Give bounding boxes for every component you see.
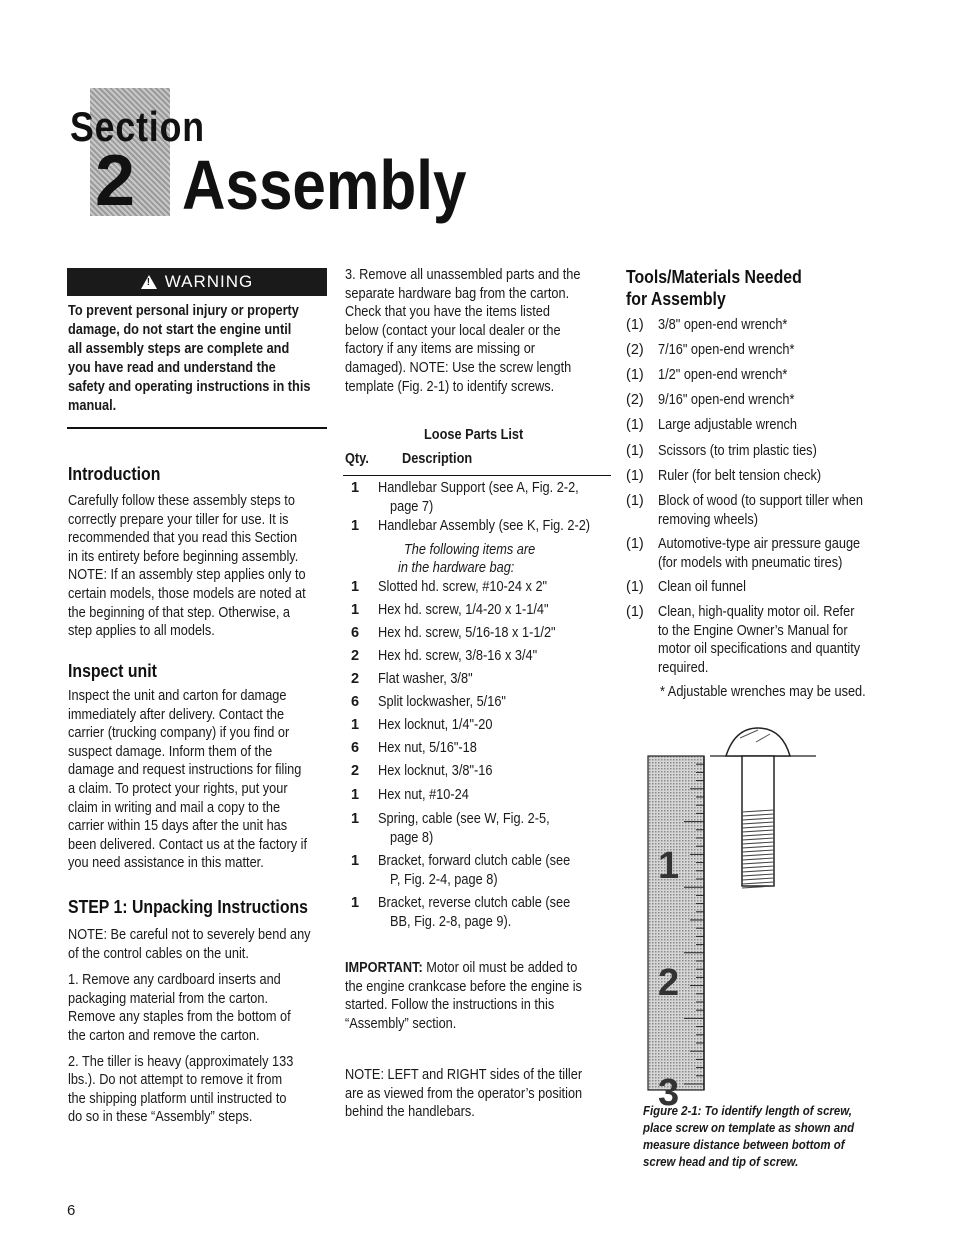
item-description [378,601,572,620]
caption-line: measure distance between bottom of [643,1137,845,1152]
text-line: claim in writing and mail a copy to the [68,799,281,816]
qty-column-header [345,451,372,467]
item-qty: 1 [351,717,360,733]
tool-qty: (1) [626,536,644,552]
item-qty: 2 [351,763,360,779]
item-qty: 6 [351,740,360,756]
text-line: correctly prepare your tiller for use. It is [68,511,289,528]
tool-name: Clean, high-quality motor oil. Refer [658,604,855,620]
qty-header-text: Qty. [345,451,369,467]
tool-qty: (1) [626,317,644,333]
warning-divider [67,427,327,429]
text-line: step applies to all models. [68,623,215,640]
step1-section [68,896,333,1127]
text-line: Hex nut, #10-24 [378,787,469,803]
item-qty: 6 [351,694,360,710]
item-qty: 1 [351,480,360,496]
tool-name: (for models with pneumatic tires) [658,554,843,571]
tool-qty: (1) [626,417,644,433]
text-line: Split lockwasher, 5/16" [378,694,506,710]
tool-name: 9/16" open-end wrench* [658,392,795,408]
tool-qty: (2) [626,342,644,358]
tool-qty: (1) [626,367,644,383]
text-line: Inspect the unit and carton for damage [68,688,287,704]
footnote-text: * Adjustable wrenches may be used. [660,684,866,700]
item-description [378,739,490,758]
text-line: Bracket, forward clutch cable (see [378,853,571,869]
item-description [378,852,596,889]
tools-heading-line: for Assembly [626,289,726,309]
warning-line: safety and operating instructions in this [68,379,311,395]
text-line: below (contact your local dealer or the [345,322,561,339]
warning-line: all assembly steps are complete and [68,341,290,357]
inspect-heading: Inspect unit [68,661,157,681]
text-line: NOTE: If an assembly step applies only to [68,567,306,584]
text-line: Hex locknut, 3/8"-16 [378,763,493,779]
text-line: template (Fig. 2-1) to identify screws. [345,378,555,395]
tool-name: motor oil specifications and quantity [658,641,861,658]
item-description [378,479,606,516]
text-line: of the control cables on the unit. [68,945,249,962]
tool-name: to the Engine Owner’s Manual for [658,622,848,639]
tools-footnote [660,683,894,702]
tool-name: 3/8" open-end wrench* [658,317,788,333]
text-line: page 8) [390,829,434,846]
text-line: started. Follow the instructions in this [345,997,555,1014]
important-note [345,959,615,1033]
tool-name: removing wheels) [658,511,759,528]
text-line: carrier within 15 days after the unit has [68,818,288,835]
text-line: in its entirety before beginning assembly. [68,548,299,565]
text-line: do so in these “Assembly” steps. [68,1109,253,1126]
warning-text [68,302,330,416]
item-qty: 6 [351,625,360,641]
warning-line: damage, do not start the engine until [68,322,292,338]
loose-parts-title [424,427,537,443]
text-line: Slotted hd. screw, #10-24 x 2" [378,579,548,595]
text-line: the shipping platform until instructed to [68,1090,287,1107]
text-line: Flat washer, 3/8" [378,671,473,687]
text-line: are as viewed from the operator’s position [345,1085,583,1102]
item-qty: 1 [351,811,360,827]
text-line: you need assistance in this matter. [68,855,264,872]
text-line: page 7) [390,498,434,515]
item-qty: 2 [351,671,360,687]
text-line: P, Fig. 2-4, page 8) [390,871,498,888]
tool-name: Scissors (to trim plastic ties) [658,443,817,459]
text-line: “Assembly” section. [345,1015,457,1032]
item-qty: 1 [351,787,360,803]
text-line: a claim. To protect your rights, put your [68,780,288,797]
text-line: the engine crankcase before the engine is [345,978,582,995]
introduction-heading: Introduction [68,464,161,484]
text-line: the carton and remove the carton. [68,1027,260,1044]
tool-qty: (1) [626,443,644,459]
figure-caption [643,1102,893,1170]
warning-triangle-icon [141,275,157,289]
text-line: Handlebar Support (see A, Fig. 2-2, [378,480,579,496]
ruler [648,756,704,1090]
text-line: 3. Remove all unassembled parts and the [345,267,581,283]
text-line: recommended that you read this Section [68,530,298,547]
text-line: Spring, cable (see W, Fig. 2-5, [378,811,550,827]
text-line: certain models, those models are noted at [68,585,306,602]
item-description [378,693,523,712]
ruler-label-2: 2 [658,962,680,1004]
text-line: damage and request instructions for filing [68,762,302,779]
text-line: factory if any items are missing or [345,341,536,358]
item-description [378,810,573,847]
tool-name: Large adjustable wrench [658,417,798,433]
item-description [378,624,580,643]
text-line: Remove any staples from the bottom of [68,1009,291,1026]
warning-label: WARNING [164,272,254,291]
caption-line: Figure 2-1: To identify length of screw, [643,1103,852,1118]
caption-line: screw head and tip of screw. [643,1154,799,1169]
tool-name: Ruler (for belt tension check) [658,468,822,484]
text-line: 1. Remove any cardboard inserts and [68,972,281,989]
item-qty: 1 [351,602,360,618]
text-line: the beginning of that step. Otherwise, a [68,604,291,621]
text-line: Bracket, reverse clutch cable (see [378,895,571,911]
item-description [378,786,481,805]
tool-name: required. [658,659,709,676]
text-line: Motor oil must be added to [422,960,578,976]
item-description [378,894,596,931]
important-label: IMPORTANT: [345,960,423,976]
text-line: packaging material from the carton. [68,990,269,1007]
ruler-label-3: 3 [658,1072,680,1114]
text-line: immediately after delivery. Contact the [68,706,285,723]
text-line: Hex hd. screw, 3/8-16 x 3/4" [378,648,538,664]
text-line: lbs.). Do not attempt to remove it from [68,1072,283,1089]
text-line: The following items are [404,542,536,558]
text-line: behind the handlebars. [345,1104,475,1121]
item-description [378,517,619,536]
description-header-text: Description [402,451,473,467]
section-word: Section [70,103,205,150]
tool-name: 7/16" open-end wrench* [658,342,795,358]
caption-line: place screw on template as shown and [643,1120,855,1135]
item-description [378,647,559,666]
section-number: 2 [95,141,136,221]
item-qty: 1 [351,853,360,869]
tool-qty: (1) [626,468,644,484]
introduction-section [68,463,333,641]
item-qty: 2 [351,648,360,664]
tool-name: Block of wood (to support tiller when [658,493,863,509]
tool-qty: (2) [626,392,644,408]
item-qty: 1 [351,518,360,534]
table-header-rule [343,475,611,476]
sides-note [345,1066,615,1122]
tools-heading [626,266,916,310]
text-line: Carefully follow these assembly steps to [68,493,295,509]
item-qty: 1 [351,895,360,911]
tool-name: Clean oil funnel [658,579,746,595]
screw-head [726,728,790,756]
text-line: been delivered. Contact us at the factory if [68,836,308,853]
inspect-section [68,660,333,873]
text-line: Hex hd. screw, 1/4-20 x 1-1/4" [378,602,549,618]
warning-line: you have read and understand the [68,360,276,376]
text-line: in the hardware bag: [398,560,515,576]
text-line: Hex hd. screw, 5/16-18 x 1-1/2" [378,625,556,641]
item-description [378,762,508,781]
text-line: Handlebar Assembly (see K, Fig. 2-2) [378,518,591,534]
tool-name: Automotive-type air pressure gauge [658,536,861,552]
description-column-header [402,451,482,467]
step1-item3 [345,266,615,396]
text-line: 2. The tiller is heavy (approximately 133 [68,1053,294,1070]
page-number: 6 [67,1202,76,1219]
text-line: BB, Fig. 2-8, page 9). [390,913,512,930]
item-description [378,578,570,597]
step1-heading: STEP 1: Unpacking Instructions [68,897,308,917]
text-line: NOTE: Be careful not to severely bend any [68,927,311,943]
page-title: Assembly [182,146,467,224]
tools-heading-line: Tools/Materials Needed [626,267,802,287]
item-description [378,670,486,689]
loose-parts-title-text: Loose Parts List [424,427,524,443]
text-line: suspect damage. Inform them of the [68,743,273,760]
ruler-label-1: 1 [658,845,680,887]
warning-banner [67,268,327,296]
item-qty: 1 [351,579,360,595]
text-line: Hex nut, 5/16"-18 [378,740,477,756]
tool-qty: (1) [626,493,644,509]
text-line: separate hardware bag from the carton. [345,285,570,302]
text-line: Check that you have the items listed [345,304,550,321]
tool-qty: (1) [626,579,644,595]
tool-name: 1/2" open-end wrench* [658,367,788,383]
warning-line: To prevent personal injury or property [68,303,299,319]
text-line: carrier (trucking company) if you find or [68,725,290,742]
hardware-note [398,541,553,577]
warning-line: manual. [68,398,117,414]
text-line: damaged). NOTE: Use the screw length [345,359,572,376]
tool-qty: (1) [626,604,644,620]
text-line: Hex locknut, 1/4"-20 [378,717,493,733]
text-line: NOTE: LEFT and RIGHT sides of the tiller [345,1067,583,1083]
item-description [378,716,508,735]
